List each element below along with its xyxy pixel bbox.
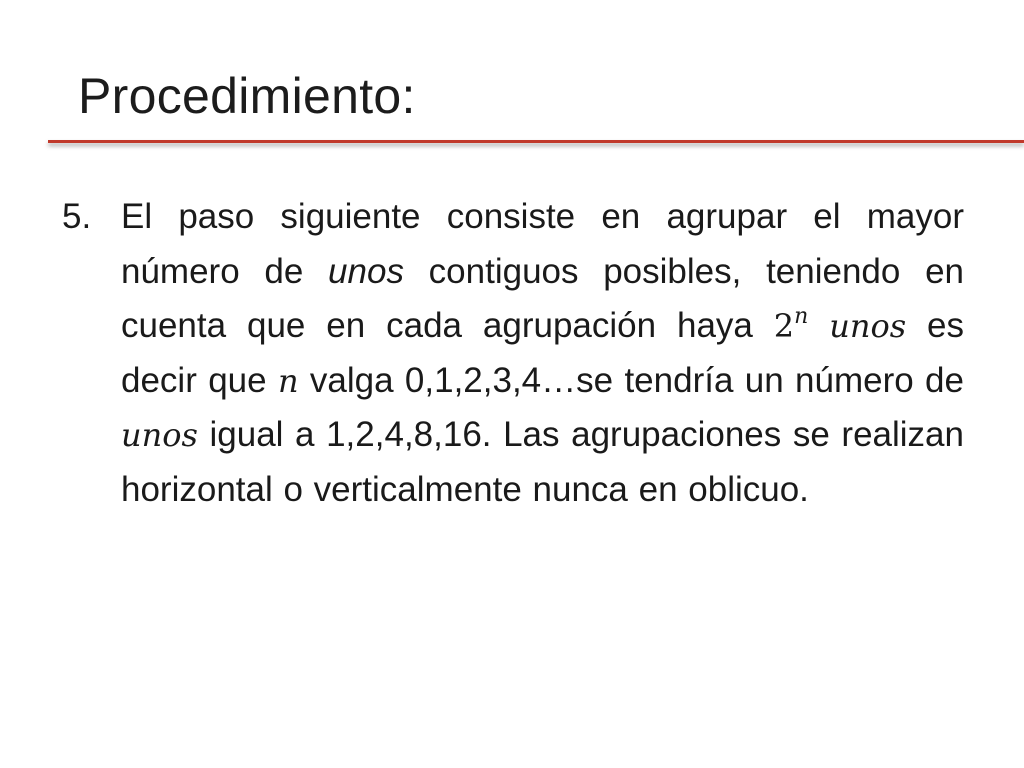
power-base: 2 bbox=[773, 307, 795, 345]
text-segment: igual a 1,2,4,8,16. Las agrupaciones se realizan horizontal o verticalmente nunca en oblicuo. bbox=[121, 415, 964, 509]
page-title: Procedimiento: bbox=[78, 68, 416, 124]
power-exponent: n bbox=[794, 304, 809, 329]
title-divider bbox=[48, 140, 1024, 143]
text-segment: valga 0,1,2,3,4…se tendría un número de bbox=[309, 360, 964, 400]
text-segment: El paso siguiente consiste en agrupar el mayor número de bbox=[121, 197, 964, 291]
text-segment: contiguos posibles, teniendo en cuenta que en cada agrupación haya bbox=[121, 251, 964, 345]
power-expression bbox=[773, 304, 809, 345]
emphasis-unos: unos bbox=[328, 251, 404, 291]
text-segment: es decir que bbox=[121, 306, 964, 400]
emphasis-unos: unos bbox=[121, 416, 198, 454]
emphasis-unos: unos bbox=[829, 307, 907, 345]
variable-n: n bbox=[277, 361, 299, 400]
step-number: 5. bbox=[62, 197, 92, 236]
procedure-step-paragraph bbox=[62, 190, 964, 517]
